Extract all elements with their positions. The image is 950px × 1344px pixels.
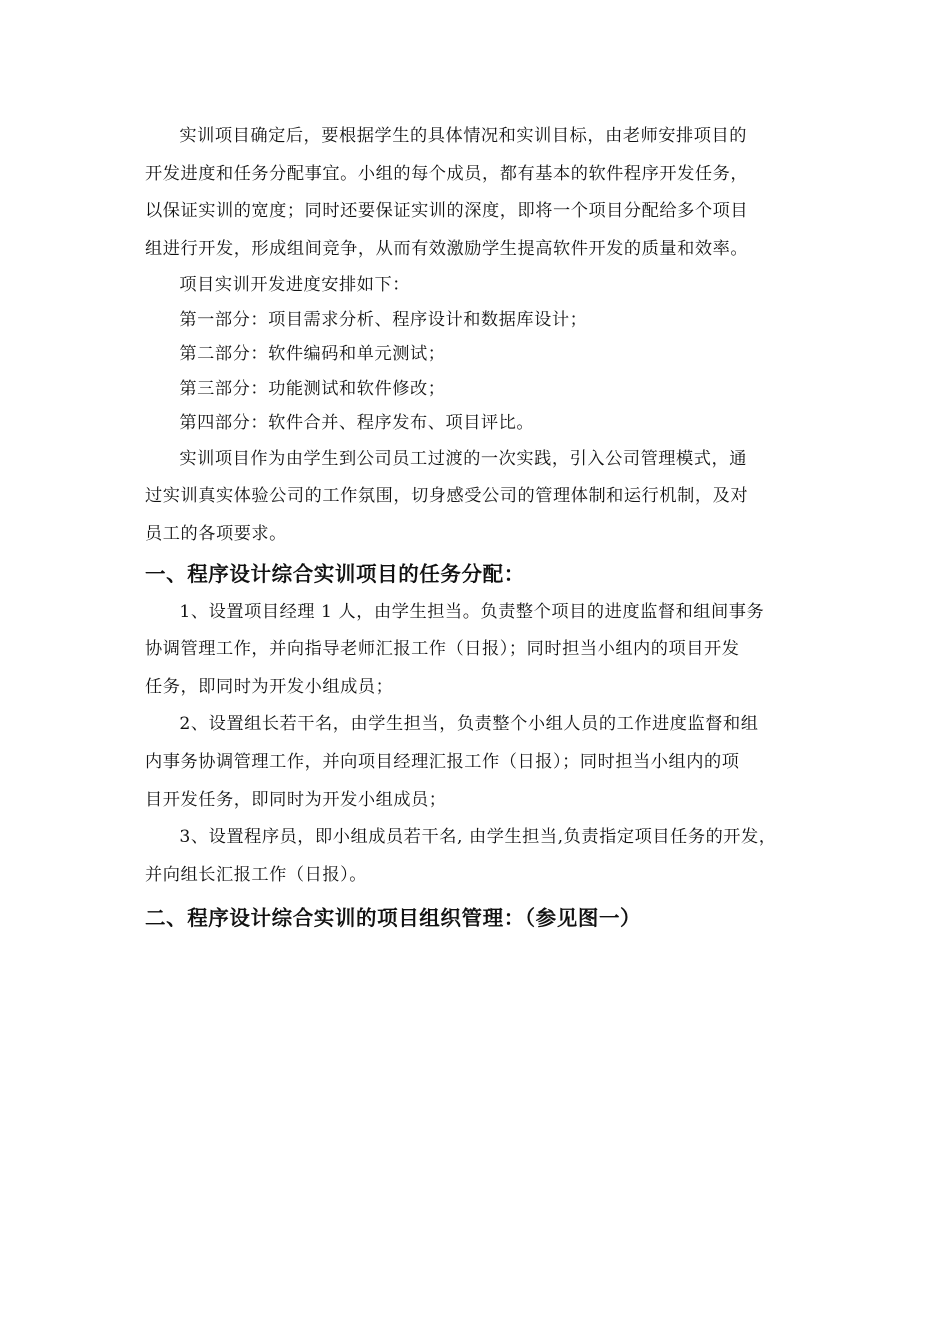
schedule-item-1: 第一部分：项目需求分析、程序设计和数据库设计； bbox=[179, 309, 588, 330]
text-line: 开发进度和任务分配事宜。小组的每个成员，都有基本的软件程序开发任务， bbox=[145, 163, 749, 184]
schedule-title: 项目实训开发进度安排如下： bbox=[179, 275, 410, 296]
text-line: 以保证实训的宽度；同时还要保证实训的深度，即将一个项目分配给多个项目 bbox=[145, 201, 749, 222]
text-line: 任务，即同时为开发小组成员； bbox=[145, 676, 394, 697]
section-2-heading: 二、程序设计综合实训的项目组织管理：（参见图一） bbox=[145, 906, 642, 931]
document-page bbox=[145, 118, 805, 938]
text-line: 并向组长汇报工作（日报）。 bbox=[145, 864, 367, 885]
text-line: 实训项目作为由学生到公司员工过渡的一次实践，引入公司管理模式，通 bbox=[179, 448, 747, 469]
schedule-item-2: 第二部分：软件编码和单元测试； bbox=[179, 344, 446, 365]
text-line: 内事务协调管理工作，并向项目经理汇报工作（日报）；同时担当小组内的项 bbox=[145, 752, 740, 773]
text-line: 协调管理工作，并向指导老师汇报工作（日报）；同时担当小组内的项目开发 bbox=[145, 639, 740, 660]
task-item-1 bbox=[145, 594, 805, 707]
intro-paragraph-2 bbox=[145, 441, 805, 554]
section-1-heading: 一、程序设计综合实训项目的任务分配： bbox=[145, 561, 525, 586]
text-line: 组进行开发，形成组间竞争，从而有效激励学生提高软件开发的质量和效率。 bbox=[145, 238, 749, 259]
text-line: 实训项目确定后，要根据学生的具体情况和实训目标，由老师安排项目的 bbox=[179, 126, 747, 146]
intro-paragraph-1 bbox=[145, 118, 805, 268]
text-line: 2、设置组长若干名，由学生担当，负责整个小组人员的工作进度监督和组 bbox=[179, 714, 759, 735]
text-line: 员工的各项要求。 bbox=[145, 524, 287, 545]
task-item-2 bbox=[145, 706, 805, 819]
text-line: 过实训真实体验公司的工作氛围，切身感受公司的管理体制和运行机制，及对 bbox=[145, 486, 749, 507]
schedule-item-4: 第四部分：软件合并、程序发布、项目评比。 bbox=[179, 413, 535, 434]
schedule-item-3: 第三部分：功能测试和软件修改； bbox=[179, 378, 446, 399]
text-line: 1、设置项目经理 1 人，由学生担当。负责整个项目的进度监督和组间事务 bbox=[179, 601, 765, 622]
task-item-3 bbox=[145, 819, 805, 894]
text-line: 3、设置程序员，即小组成员若干名, 由学生担当,负责指定项目任务的开发， bbox=[179, 827, 777, 848]
text-line: 目开发任务，即同时为开发小组成员； bbox=[145, 789, 447, 810]
